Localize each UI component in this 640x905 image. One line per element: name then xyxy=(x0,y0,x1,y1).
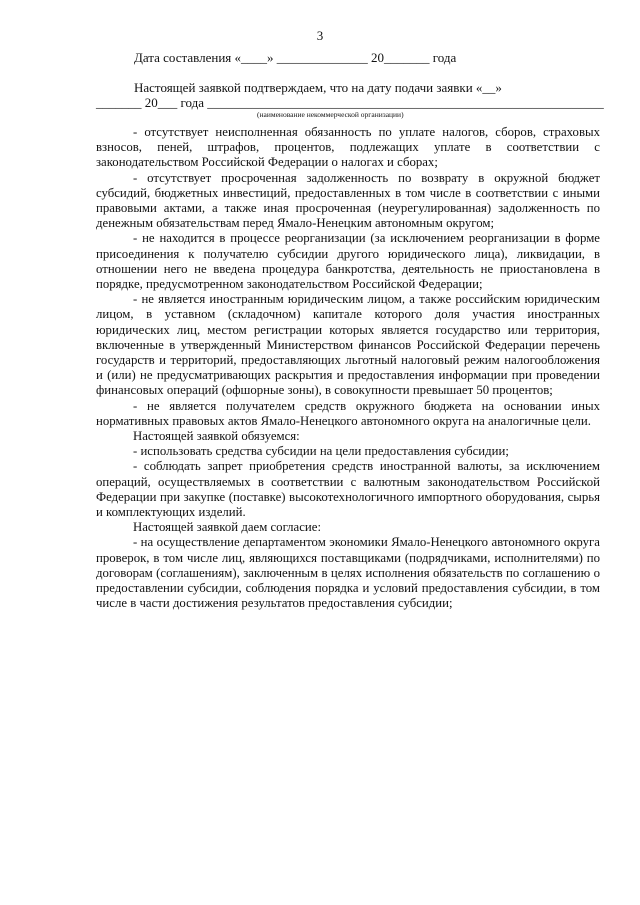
confirmation-intro-line: Настоящей заявкой подтверждаем, что на дату подачи заявки «__» xyxy=(134,80,502,95)
confirmation-date-org-line: _______ 20___ года _____________________________________________________________ xyxy=(96,95,604,110)
confirm-item-foreign-entity: - не является иностранным юридическим лицом, а также российским юридическим лицом, в уставном (складочном) капитале которого доля участия иностранных юридических лиц, местом регистрации которых является государство или территория, включенные в утвержденный Министерством финансов Российской Федерации перечень государств и территорий, предоставляющих льготный налоговый режим налогообложения и (или) не предусматривающих раскрытия и предоставления информации при проведении финансовых операций (офшорные зоны), в совокупности превышает 50 процентов; xyxy=(96,292,600,398)
consents-heading: Настоящей заявкой даем согласие: xyxy=(133,520,321,535)
obligations-heading: Настоящей заявкой обязуемся: xyxy=(133,429,300,444)
organization-name-caption: (наименование некоммерческой организации) xyxy=(257,110,404,119)
confirm-item-other-funds: - не является получателем средств окружного бюджета на основании иных нормативных правовых актов Ямало-Ненецкого автономного округа на аналогичные цели. xyxy=(96,398,600,428)
confirm-item-budget-debt: - отсутствует просроченная задолженность по возврату в окружной бюджет субсидий, бюджетных инвестиций, предоставленных в том числе в соответствии с иными правовыми актами, а также иная просроченная (неурегулированная) задолженность по денежным обязательствам перед Ямало-Ненецким автономным округом; xyxy=(96,170,600,231)
confirm-item-tax-debt: - отсутствует неисполненная обязанность по уплате налогов, сборов, страховых взносов, пеней, штрафов, процентов, подлежащих уплате в соответствии с законодательством Российской Федерации о налогах и сборах; xyxy=(96,125,600,170)
obligation-item-use-funds: - использовать средства субсидии на цели предоставления субсидии; xyxy=(133,444,509,459)
compilation-date-line: Дата составления «____» ______________ 20_______ года xyxy=(134,50,457,65)
page-number: 3 xyxy=(316,28,324,43)
consent-item-inspections: - на осуществление департаментом экономики Ямало-Ненецкого автономного округа проверок, в том числе лиц, являющихся поставщиками (подрядчиками, исполнителями) по договорам (соглашениям), заключенным в целях исполнения обязательств по соглашению о предоставлении субсидии, соблюдения порядка и условий предоставления субсидии, в том числе в части достижения результатов предоставления субсидии; xyxy=(96,535,600,611)
obligation-item-currency-ban: - соблюдать запрет приобретения средств иностранной валюты, за исключением операций, осуществляемых в соответствии с валютным законодательством Российской Федерации при закупке (поставке) высокотехнологичного импортного оборудования, сырья и комплектующих изделий. xyxy=(96,459,600,520)
main-text xyxy=(96,125,600,612)
confirm-item-reorganization: - не находится в процессе реорганизации (за исключением реорганизации в форме присоединения к получателю субсидии другого юридического лица), ликвидации, в отношении него не введена процедура банкротства, деятельность не приостановлена в порядке, предусмотренном законодательством Российской Федерации; xyxy=(96,231,600,292)
